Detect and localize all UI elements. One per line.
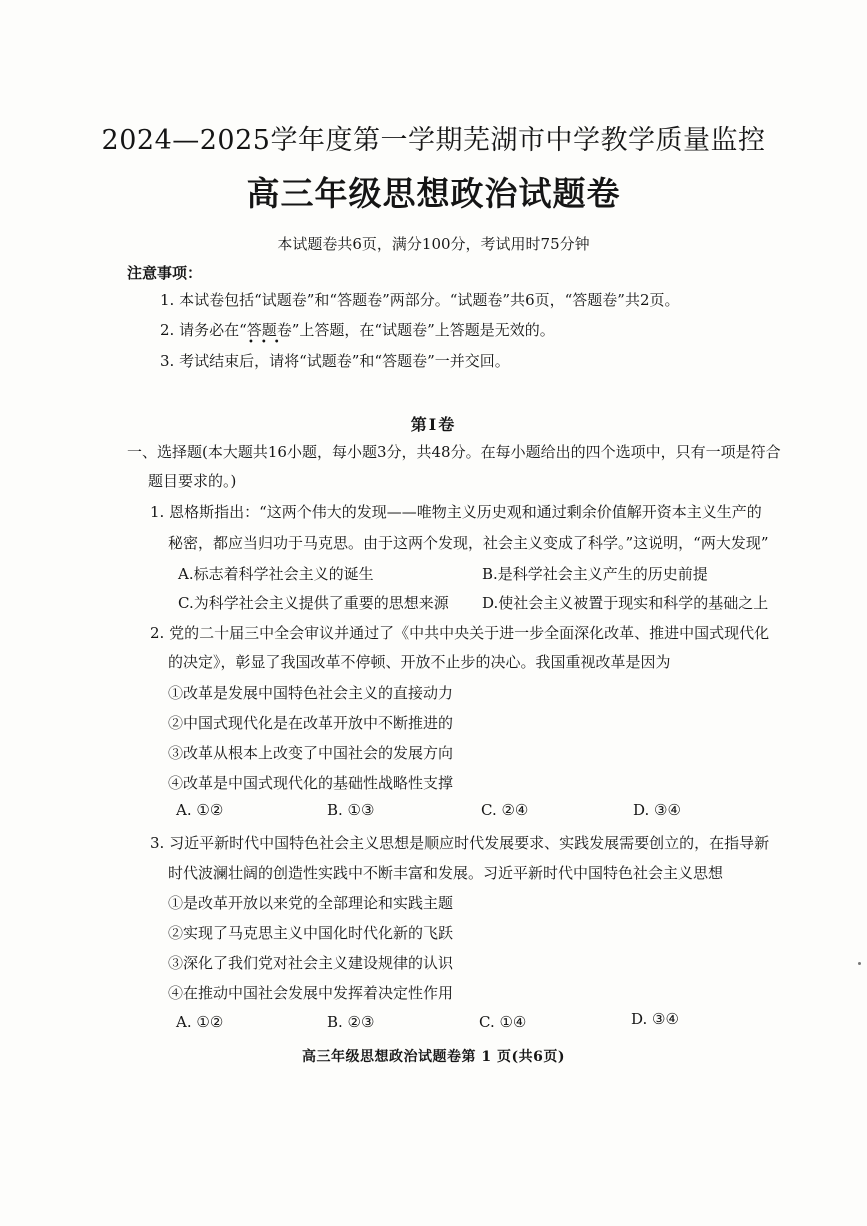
question-2-option-d: D. ③④ <box>633 801 681 819</box>
question-3-option-a: A. ①② <box>176 1013 224 1031</box>
question-3-option-c: C. ①④ <box>479 1013 527 1031</box>
question-1-stem: 1. 恩格斯指出：“这两个伟大的发现——唯物主义历史观和通过剩余价值解开资本主义生产的 <box>150 503 762 521</box>
notice-heading: 注意事项： <box>127 264 203 282</box>
question-2-statement-4: ④改革是中国式现代化的基础性战略性支撑 <box>168 774 454 792</box>
section-title: 第Ⅰ卷 <box>410 415 457 434</box>
question-3-stem: 3. 习近平新时代中国特色社会主义思想是顺应时代发展要求、实践发展需要创立的，在指导新 <box>150 834 770 852</box>
section-instruction-cont: 题目要求的。) <box>148 472 237 490</box>
question-3-statement-3: ③深化了我们党对社会主义建设规律的认识 <box>168 954 454 972</box>
question-3-statement-4: ④在推动中国社会发展中发挥着决定性作用 <box>168 984 454 1002</box>
question-2-stem: 2. 党的二十届三中全会审议并通过了《中共中央关于进一步全面深化改革、推进中国式现代化 <box>150 624 770 642</box>
question-3-statement-2: ②实现了马克思主义中国化时代化新的飞跃 <box>168 924 454 942</box>
notice-item-2: 2. 请务必在“答题卷”上答题，在“试题卷”上答题是无效的。 <box>160 321 555 339</box>
question-2-stem-cont: 的决定》，彰显了我国改革不停顿、开放不止步的决心。我国重视改革是因为 <box>168 653 671 671</box>
notice-item-3: 3. 考试结束后，请将“试题卷”和“答题卷”一并交回。 <box>160 352 510 370</box>
question-2-option-a: A. ①② <box>176 801 224 819</box>
exam-title: 2024—2025学年度第一学期芜湖市中学教学质量监控 <box>101 125 766 156</box>
section-instruction: 一、选择题(本大题共16小题，每小题3分，共48分。在每小题给出的四个选项中，只有一项是符合 <box>127 443 781 461</box>
scan-speck <box>858 962 861 965</box>
notice-item-1: 1. 本试卷包括“试题卷”和“答题卷”两部分。“试题卷”共6页，“答题卷”共2页。 <box>160 291 680 309</box>
question-2-option-c: C. ②④ <box>481 801 529 819</box>
exam-subtitle: 高三年级思想政治试题卷 <box>246 174 621 213</box>
question-3-statement-1: ①是改革开放以来党的全部理论和实践主题 <box>168 894 454 912</box>
question-1-option-b: B.是科学社会主义产生的历史前提 <box>482 565 708 583</box>
question-2-statement-2: ②中国式现代化是在改革开放中不断推进的 <box>168 714 454 732</box>
question-3-option-d: D. ③④ <box>631 1010 679 1028</box>
question-1-option-a: A.标志着科学社会主义的诞生 <box>178 565 374 583</box>
emphasis-dots: ••• <box>248 337 287 348</box>
question-1-stem-cont: 秘密，都应当归功于马克思。由于这两个发现，社会主义变成了科学。”这说明，“两大发现” <box>168 534 769 552</box>
question-3-option-b: B. ②③ <box>327 1013 375 1031</box>
exam-info: 本试题卷共6页，满分100分，考试用时75分钟 <box>277 235 590 253</box>
question-1-option-d: D.使社会主义被置于现实和科学的基础之上 <box>482 594 769 612</box>
page-footer: 高三年级思想政治试题卷第 1 页(共6页) <box>302 1049 565 1065</box>
question-2-statement-3: ③改革从根本上改变了中国社会的发展方向 <box>168 744 454 762</box>
question-2-option-b: B. ①③ <box>327 801 375 819</box>
question-2-statement-1: ①改革是发展中国特色社会主义的直接动力 <box>168 684 454 702</box>
question-1-option-c: C.为科学社会主义提供了重要的思想来源 <box>178 594 449 612</box>
question-3-stem-cont: 时代波澜壮阔的创造性实践中不断丰富和发展。习近平新时代中国特色社会主义思想 <box>168 864 724 882</box>
